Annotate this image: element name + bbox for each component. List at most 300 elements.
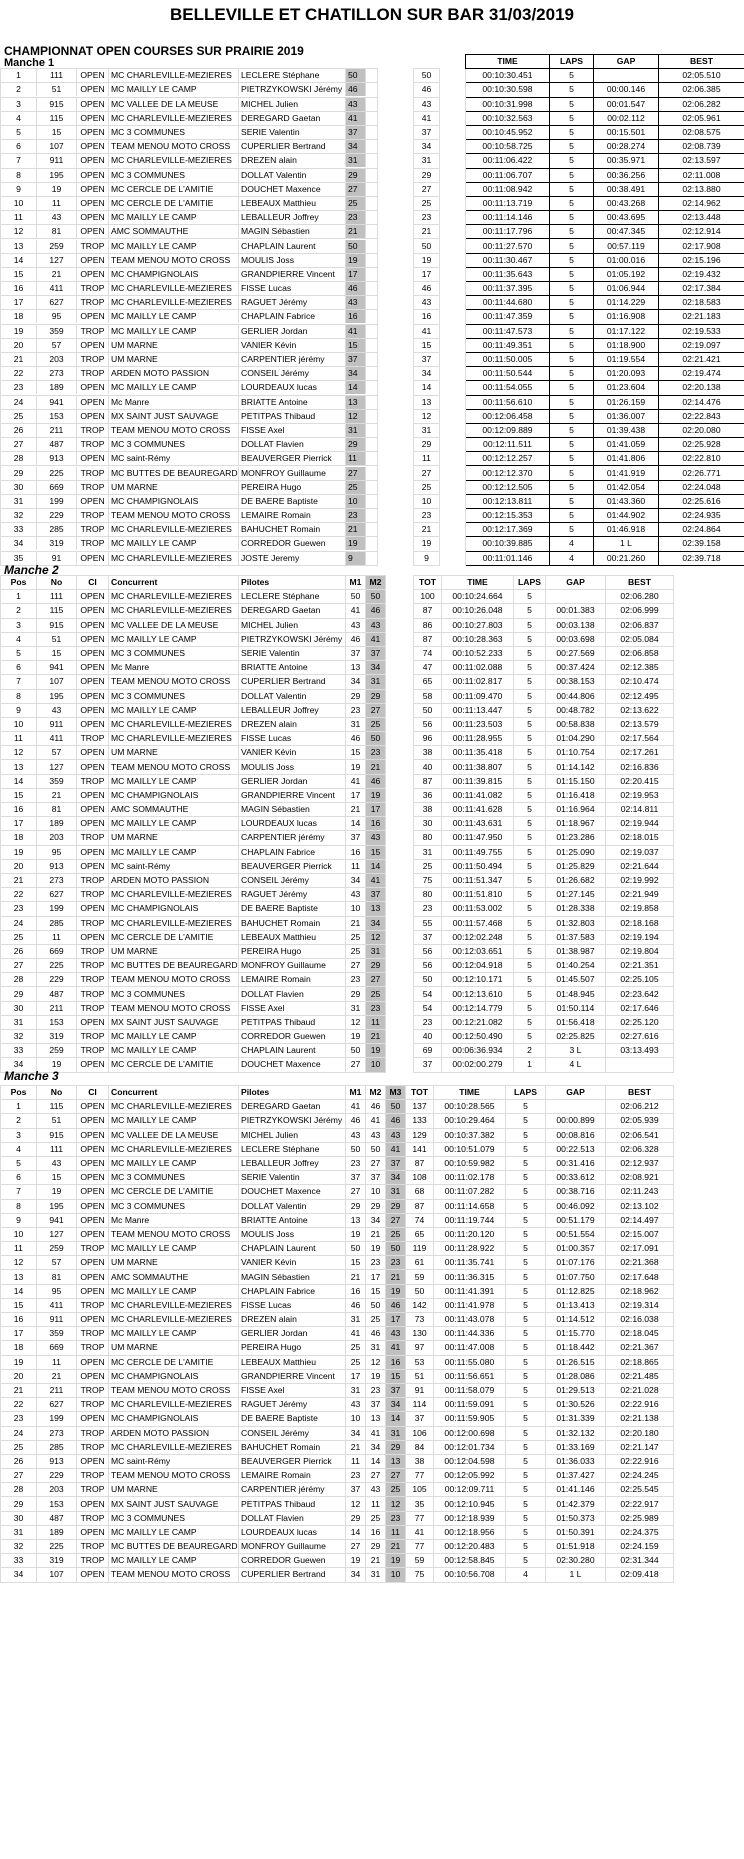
table-row [1,480,744,494]
manche3-tot: 50 [406,1284,434,1298]
manche1-points: 21 [346,523,366,536]
manche2-class: TROP [77,774,109,788]
manche1-spacer [440,168,466,182]
manche2-m2: 10 [366,1058,386,1072]
manche1-best: 02:20.080 [659,423,744,437]
manche2-tot: 36 [414,788,442,802]
manche2-concurrent: MC BUTTES DE BEAUREGARD [109,959,239,973]
manche1-left-group [1,324,378,338]
manche3-header-best: BEST [606,1086,674,1100]
manche2-laps: 5 [514,944,546,958]
manche3-concurrent: MC MAILLY LE CAMP [109,1114,239,1128]
manche3-spacer [674,1525,744,1539]
manche3-m3: 37 [386,1156,406,1170]
manche3-laps: 5 [506,1426,546,1440]
manche2-tot: 54 [414,987,442,1001]
manche2-best: 02:25.105 [606,973,674,987]
manche1-pilote: MICHEL Julien [239,98,346,111]
manche2-m2: 34 [366,661,386,675]
manche2-best: 02:16.836 [606,760,674,774]
manche1-left-group [1,125,378,139]
manche2-spacer [674,859,744,873]
manche2-time: 00:10:24.664 [442,590,514,604]
manche2-best: 02:13.622 [606,703,674,717]
manche2-m1: 43 [346,618,366,632]
manche2-spacer [674,632,744,646]
manche3-no: 43 [37,1156,77,1170]
manche2-gap: 01:45.507 [546,973,606,987]
table-row [1,494,744,508]
manche2-spacer [386,859,414,873]
manche2-class: TROP [77,873,109,887]
manche2-time: 00:12:14.779 [442,1001,514,1015]
manche1-gap: 01:26.159 [594,395,659,409]
manche3-tot: 108 [406,1171,434,1185]
manche3-pilote: CHAPLAIN Laurent [239,1242,346,1256]
manche2-class: TROP [77,888,109,902]
manche1-time: 00:11:50.005 [466,352,550,366]
manche3-gap: 01:28.086 [546,1369,606,1383]
manche3-spacer [674,1171,744,1185]
manche2-no: 913 [37,859,77,873]
manche1-spacer [378,352,414,366]
manche1-no: 115 [37,112,77,125]
manche2-no: 111 [37,590,77,604]
manche3-spacer [674,1313,744,1327]
manche3-class: TROP [77,1469,109,1483]
manche2-m1: 23 [346,973,366,987]
manche1-left-group [1,466,378,480]
manche2-table [0,575,744,1073]
manche3-m1: 41 [346,1100,366,1114]
manche1-points: 34 [346,367,366,380]
manche3-concurrent: UM MARNE [109,1483,239,1497]
manche3-pilote: DE BAERE Baptiste [239,1412,346,1426]
manche1-time: 00:11:06.707 [466,168,550,182]
manche1-time: 00:10:31.998 [466,97,550,111]
manche1-pilote: MOULIS Joss [239,254,346,267]
manche1-best: 02:39.158 [659,537,744,551]
manche1-points: 31 [346,424,366,437]
manche1-left-group [1,267,378,281]
manche1-no: 913 [37,452,77,465]
manche2-header-no: No [37,576,77,590]
manche2-gap: 01:37.583 [546,930,606,944]
manche3-m1: 15 [346,1256,366,1270]
manche2-m2: 31 [366,675,386,689]
manche2-pilote: PEREIRA Hugo [239,944,346,958]
manche2-pos: 3 [1,618,37,632]
manche3-spacer [674,1298,744,1312]
manche1-pos: 17 [1,296,37,309]
manche2-concurrent: TEAM MENOU MOTO CROSS [109,760,239,774]
manche3-time: 00:11:20.120 [434,1227,506,1241]
manche1-laps: 5 [550,154,594,168]
manche1-spacer [440,409,466,423]
manche3-pos: 1 [1,1100,37,1114]
manche3-m2: 13 [366,1412,386,1426]
manche2-gap: 00:37.424 [546,661,606,675]
manche1-gap: 01:16.908 [594,310,659,324]
manche1-pilote: CORREDOR Guewen [239,537,346,550]
manche1-points: 37 [346,126,366,139]
manche3-no: 95 [37,1284,77,1298]
manche1-points-right: 13 [414,395,440,409]
manche2-laps: 5 [514,888,546,902]
manche1-spacer [378,338,414,352]
table-row [1,352,744,366]
manche2-pos: 8 [1,689,37,703]
manche1-time: 00:11:50.544 [466,367,550,381]
manche2-class: OPEN [77,803,109,817]
manche3-pos: 22 [1,1398,37,1412]
table-row [1,1383,744,1397]
manche2-pilote: DOUCHET Maxence [239,1058,346,1072]
manche1-pos: 21 [1,353,37,366]
manche1-spacer [440,196,466,210]
manche3-spacer [674,1227,744,1241]
manche1-concurrent: TEAM MENOU MOTO CROSS [109,424,239,437]
manche3-class: OPEN [77,1171,109,1185]
manche2-best: 02:12.385 [606,661,674,675]
manche3-pilote: DREZEN alain [239,1313,346,1327]
table-row [1,154,744,168]
table-row [1,803,744,817]
manche2-time: 00:11:47.950 [442,831,514,845]
manche2-pos: 14 [1,774,37,788]
manche2-spacer [674,788,744,802]
table-row [1,888,744,902]
manche1-no: 319 [37,537,77,550]
manche3-tot: 91 [406,1383,434,1397]
manche1-class: OPEN [77,183,109,196]
manche1-concurrent: MC CHARLEVILLE-MEZIERES [109,154,239,167]
manche2-m2: 43 [366,831,386,845]
manche2-no: 19 [37,1058,77,1072]
manche1-pilote: DOLLAT Flavien [239,438,346,451]
manche1-pilote: FISSE Axel [239,424,346,437]
manche2-concurrent: MC MAILLY LE CAMP [109,774,239,788]
table-row [1,1525,744,1539]
manche3-time: 00:11:59.905 [434,1412,506,1426]
manche3-gap: 01:50.373 [546,1511,606,1525]
manche1-no: 91 [37,552,77,565]
manche1-laps: 5 [550,452,594,466]
manche2-no: 57 [37,746,77,760]
manche1-pos: 3 [1,98,37,111]
manche3-m1: 23 [346,1156,366,1170]
manche2-spacer [674,803,744,817]
manche1-spacer [440,296,466,310]
manche2-m1: 25 [346,930,366,944]
manche3-time: 00:12:10.945 [434,1497,506,1511]
manche1-best: 02:24.048 [659,480,744,494]
table-row [1,168,744,182]
manche3-tot: 106 [406,1426,434,1440]
manche2-m1: 41 [346,774,366,788]
manche1-points-right: 34 [414,140,440,154]
manche2-time: 00:11:51.347 [442,873,514,887]
manche3-concurrent: MC CHARLEVILLE-MEZIERES [109,1440,239,1454]
manche3-best: 02:21.028 [606,1383,674,1397]
manche3-m3: 21 [386,1540,406,1554]
table-row [1,1256,744,1270]
manche1-pos: 32 [1,509,37,522]
manche2-concurrent: MC VALLEE DE LA MEUSE [109,618,239,632]
manche3-gap: 00:51.554 [546,1227,606,1241]
manche2-spacer [674,703,744,717]
table-row [1,324,744,338]
manche2-header-tot: TOT [414,576,442,590]
manche2-no: 627 [37,888,77,902]
manche2-spacer [386,831,414,845]
manche1-gap: 01:36.007 [594,409,659,423]
manche3-best: 02:21.368 [606,1256,674,1270]
manche1-points: 27 [346,183,366,196]
manche1-spacer [378,225,414,239]
manche3-m2: 29 [366,1540,386,1554]
manche2-pos: 2 [1,604,37,618]
manche3-spacer [674,1270,744,1284]
manche1-points-right: 14 [414,381,440,395]
manche1-points: 21 [346,225,366,238]
manche1-time: 00:10:45.952 [466,125,550,139]
manche3-class: OPEN [77,1213,109,1227]
manche3-gap: 01:26.515 [546,1355,606,1369]
manche3-pos: 24 [1,1426,37,1440]
manche2-tot: 80 [414,831,442,845]
manche3-spacer [674,1213,744,1227]
manche2-pilote: CONSEIL Jérémy [239,873,346,887]
manche2-spacer [386,845,414,859]
manche3-concurrent: MC MAILLY LE CAMP [109,1284,239,1298]
manche2-gap: 01:26.682 [546,873,606,887]
manche2-class: OPEN [77,1015,109,1029]
table-row [1,1469,744,1483]
manche2-spacer [386,1044,414,1058]
manche3-best: 02:11.243 [606,1185,674,1199]
manche2-no: 51 [37,632,77,646]
manche3-tot: 61 [406,1256,434,1270]
manche3-m1: 50 [346,1242,366,1256]
manche2-class: OPEN [77,632,109,646]
manche1-points-right: 27 [414,182,440,196]
table-row [1,310,744,324]
manche1-best: 02:22.843 [659,409,744,423]
manche1-laps: 5 [550,111,594,125]
manche1-left-group [1,423,378,437]
manche1-pilote: RAGUET Jérémy [239,296,346,309]
manche1-time: 00:11:37.395 [466,282,550,296]
manche3-tot: 130 [406,1327,434,1341]
manche2-concurrent: TEAM MENOU MOTO CROSS [109,973,239,987]
manche1-table [0,54,744,566]
manche2-best: 02:12.495 [606,689,674,703]
manche2-tot: 56 [414,944,442,958]
manche2-spacer [674,1001,744,1015]
table-row [1,973,744,987]
table-row [1,1369,744,1383]
manche3-no: 411 [37,1298,77,1312]
manche3-no: 111 [37,1142,77,1156]
manche1-pos: 25 [1,410,37,423]
manche3-m2: 23 [366,1383,386,1397]
manche3-header-pos: Pos [1,1086,37,1100]
manche2-tot: 31 [414,845,442,859]
manche1-no: 229 [37,509,77,522]
manche3-gap: 01:14.512 [546,1313,606,1327]
manche1-spacer [378,267,414,281]
manche3-pilote: LEBALLEUR Joffrey [239,1156,346,1170]
manche1-class: TROP [77,481,109,494]
manche1-pilote: MONFROY Guillaume [239,467,346,480]
manche3-m2: 37 [366,1398,386,1412]
manche2-gap: 00:44.806 [546,689,606,703]
manche3-m3: 29 [386,1440,406,1454]
manche3-pos: 7 [1,1185,37,1199]
manche1-gap: 01:43.360 [594,494,659,508]
manche2-pilote: MOULIS Joss [239,760,346,774]
manche2-pos: 11 [1,732,37,746]
manche3-m3: 16 [386,1355,406,1369]
manche2-no: 43 [37,703,77,717]
manche3-best: 02:22.916 [606,1454,674,1468]
manche1-left-group [1,296,378,310]
manche2-tot: 87 [414,632,442,646]
manche1-spacer [440,111,466,125]
manche3-pilote: PETITPAS Thibaud [239,1497,346,1511]
manche3-best: 02:24.159 [606,1540,674,1554]
manche2-best: 02:05.084 [606,632,674,646]
manche1-left-group [1,211,378,225]
manche1-no: 51 [37,83,77,96]
table-row [1,1058,744,1072]
manche1-time: 00:12:06.458 [466,409,550,423]
manche1-laps: 5 [550,494,594,508]
manche1-points-right: 31 [414,154,440,168]
manche3-no: 199 [37,1412,77,1426]
manche3-class: OPEN [77,1142,109,1156]
manche2-best: 02:06.280 [606,590,674,604]
manche1-class: TROP [77,424,109,437]
manche1-class: OPEN [77,552,109,565]
manche3-pos: 8 [1,1199,37,1213]
manche1-spacer [378,509,414,523]
manche3-m3: 19 [386,1554,406,1568]
manche1-class: TROP [77,537,109,550]
manche1-gap: 00:43.695 [594,211,659,225]
manche1-no: 487 [37,438,77,451]
manche1-left-group [1,395,378,409]
manche1-class: OPEN [77,154,109,167]
manche2-class: OPEN [77,859,109,873]
manche3-time: 00:10:51.079 [434,1142,506,1156]
manche3-laps: 5 [506,1525,546,1539]
manche3-concurrent: MC BUTTES DE BEAUREGARD [109,1540,239,1554]
manche3-time: 00:10:37.382 [434,1128,506,1142]
manche1-gap [594,69,659,83]
manche3-m1: 25 [346,1341,366,1355]
manche2-laps: 5 [514,746,546,760]
table-row [1,845,744,859]
manche2-best: 02:14.811 [606,803,674,817]
manche2-spacer [674,604,744,618]
table-row [1,1242,744,1256]
manche2-m2: 43 [366,618,386,632]
manche3-tot: 114 [406,1398,434,1412]
manche3-tot: 141 [406,1142,434,1156]
manche2-class: OPEN [77,746,109,760]
table-row [1,1142,744,1156]
manche2-laps: 5 [514,788,546,802]
manche3-laps: 5 [506,1497,546,1511]
manche3-concurrent: TEAM MENOU MOTO CROSS [109,1227,239,1241]
manche1-concurrent: Mc Manre [109,396,239,409]
manche2-tot: 74 [414,646,442,660]
manche2-m2: 12 [366,930,386,944]
manche2-no: 189 [37,817,77,831]
manche2-gap: 3 L [546,1044,606,1058]
manche1-laps: 5 [550,423,594,437]
manche1-left-group [1,409,378,423]
manche3-m2: 19 [366,1242,386,1256]
manche2-pos: 29 [1,987,37,1001]
manche3-laps: 5 [506,1213,546,1227]
manche2-laps: 5 [514,1001,546,1015]
manche1-concurrent: TEAM MENOU MOTO CROSS [109,140,239,153]
table-row [1,1398,744,1412]
manche2-concurrent: Mc Manre [109,661,239,675]
table-row [1,267,744,281]
manche3-best: 02:15.007 [606,1227,674,1241]
manche1-left-group [1,438,378,452]
manche2-pos: 32 [1,1030,37,1044]
manche3-tot: 74 [406,1213,434,1227]
table-row [1,831,744,845]
manche2-tot: 40 [414,1030,442,1044]
manche2-best: 02:25.120 [606,1015,674,1029]
manche3-spacer [674,1242,744,1256]
manche1-laps: 5 [550,324,594,338]
manche2-laps: 5 [514,661,546,675]
manche2-spacer [674,590,744,604]
manche3-m1: 34 [346,1568,366,1582]
manche1-no: 941 [37,396,77,409]
manche1-points-right: 43 [414,296,440,310]
manche1-spacer [440,338,466,352]
manche3-best: 02:06.212 [606,1100,674,1114]
table-row [1,732,744,746]
manche2-gap: 01:56.418 [546,1015,606,1029]
manche3-gap: 01:32.132 [546,1426,606,1440]
manche3-m3: 13 [386,1454,406,1468]
manche3-m2: 23 [366,1256,386,1270]
manche1-time: 00:11:44.680 [466,296,550,310]
manche1-points: 25 [346,197,366,210]
manche1-no: 19 [37,183,77,196]
manche1-left-group [1,352,378,366]
manche2-tot: 100 [414,590,442,604]
manche1-pilote: LECLERE Stéphane [239,69,346,82]
manche2-m1: 41 [346,604,366,618]
manche3-tot: 35 [406,1497,434,1511]
manche2-laps: 5 [514,873,546,887]
manche2-concurrent: UM MARNE [109,944,239,958]
manche3-no: 627 [37,1398,77,1412]
manche1-spacer [378,296,414,310]
manche3-time: 00:12:01.734 [434,1440,506,1454]
manche2-pos: 21 [1,873,37,887]
